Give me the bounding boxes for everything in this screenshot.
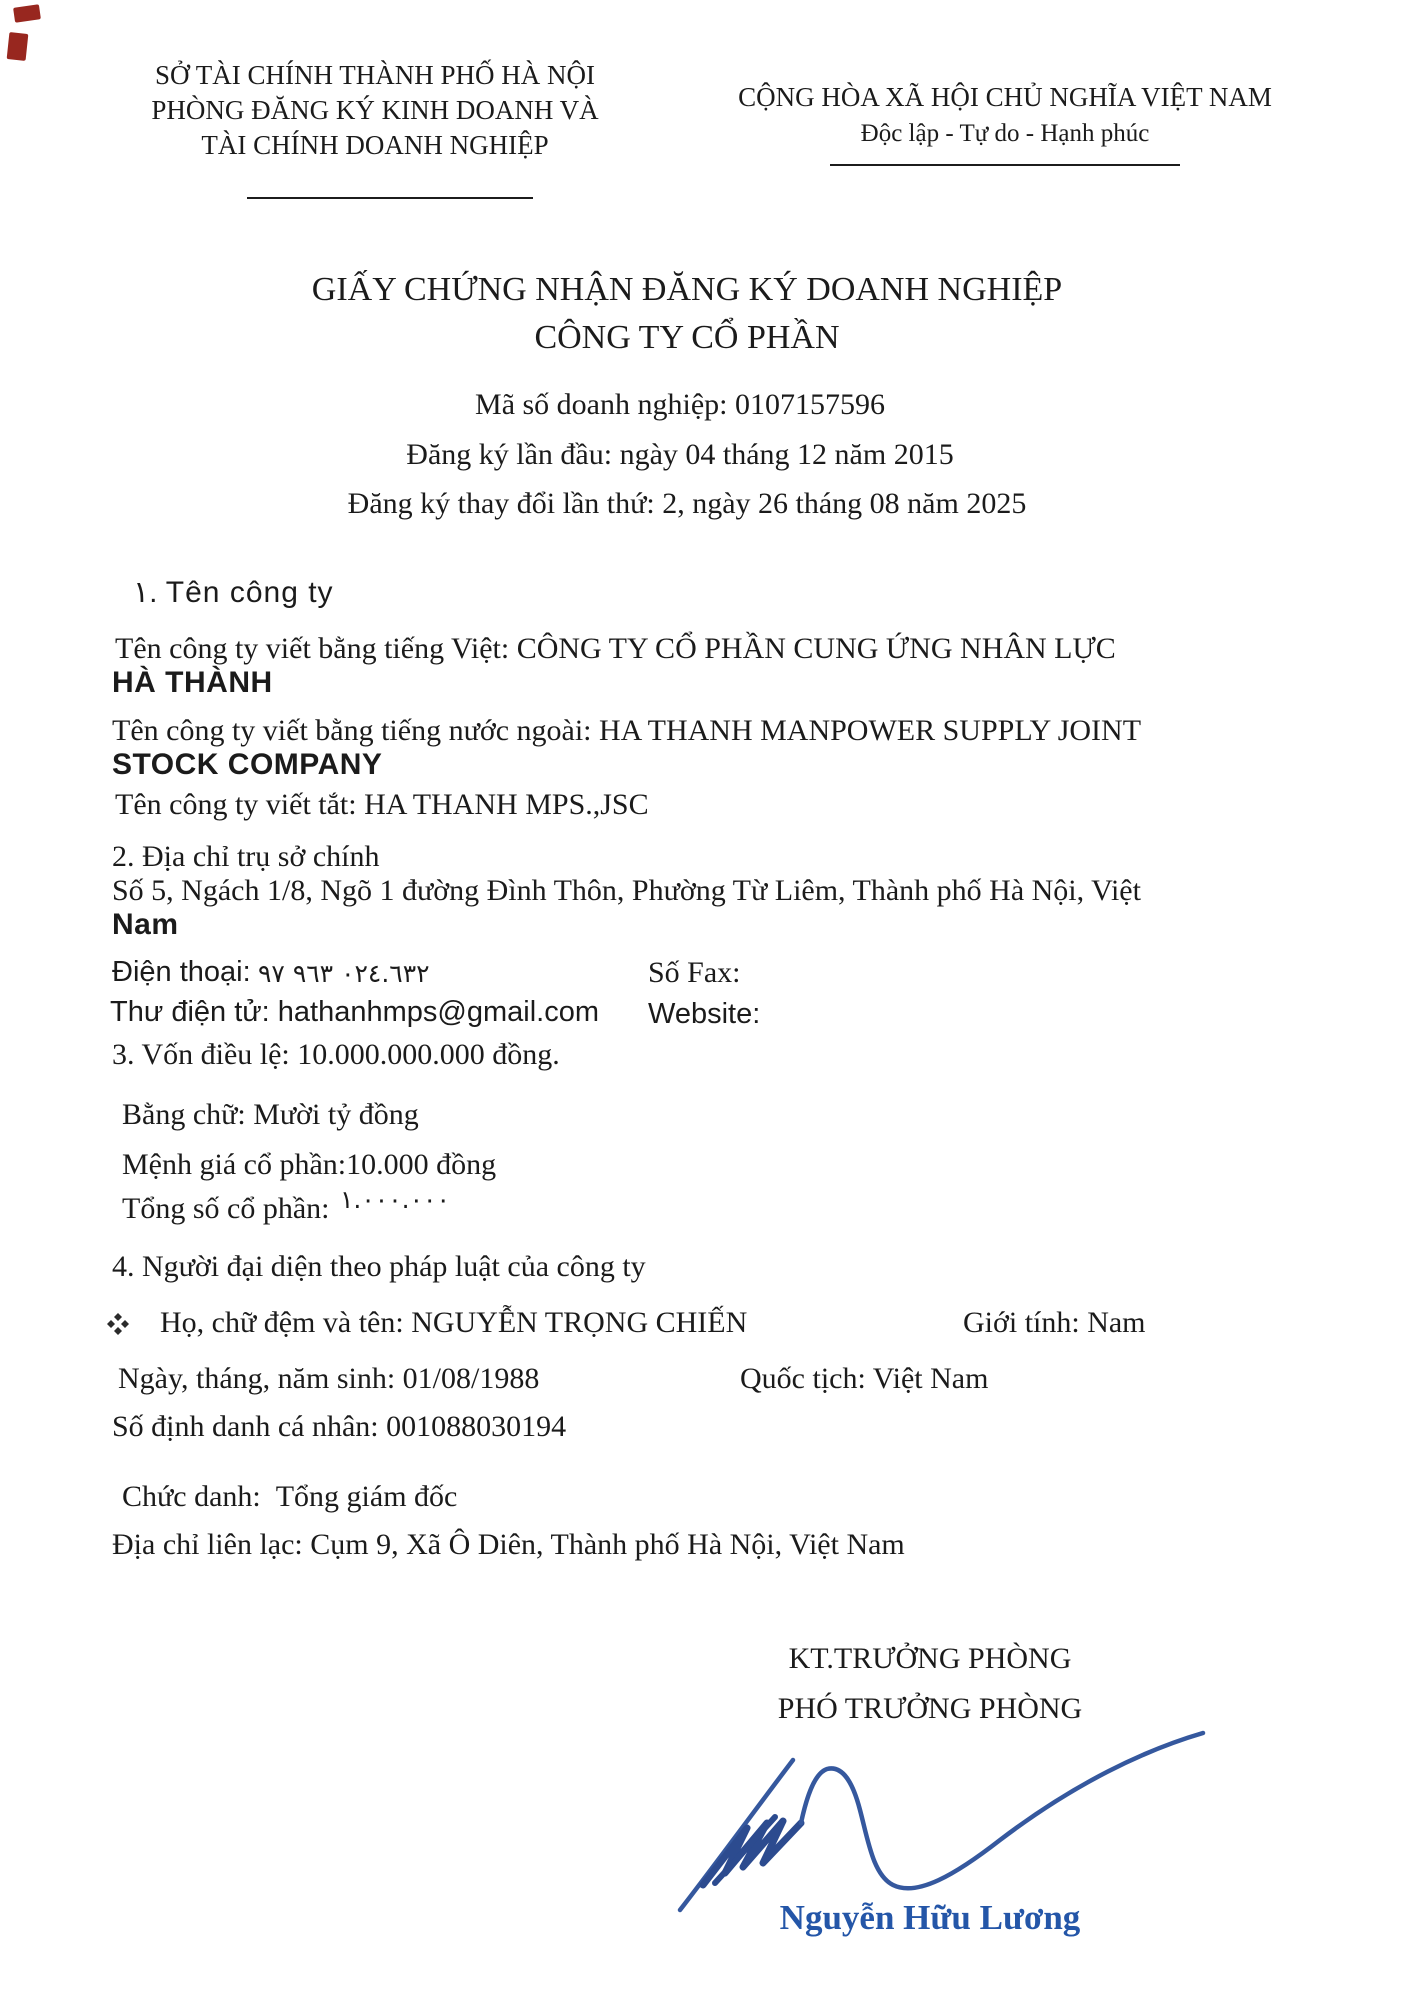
- fax-label: Số Fax:: [648, 956, 741, 989]
- company-name-vi-line2: HÀ THÀNH: [112, 666, 273, 699]
- issuer-line-2: PHÒNG ĐĂNG KÝ KINH DOANH VÀ: [151, 95, 599, 125]
- representative-position: Chức danh: Tổng giám đốc: [122, 1480, 458, 1513]
- total-shares-value: ١.٠٠٠.٠٠٠: [340, 1185, 450, 1214]
- national-motto: Độc lập - Tự do - Hạnh phúc: [860, 120, 1150, 147]
- certificate-title-line2: CÔNG TY CỔ PHẦN: [534, 319, 840, 356]
- issuer-block: [70, 58, 680, 163]
- signer-name: Nguyễn Hữu Lương: [779, 1898, 1081, 1937]
- capital-in-words: Bằng chữ: Mười tỷ đồng: [122, 1098, 419, 1131]
- certificate-title-line1: GIẤY CHỨNG NHẬN ĐĂNG KÝ DOANH NGHIỆP: [311, 271, 1063, 308]
- first-registration-date: Đăng ký lần đầu: ngày 04 tháng 12 năm 2015: [406, 438, 954, 471]
- company-name-en-line1: Tên công ty viết bằng tiếng nước ngoài: HA THANH MANPOWER SUPPLY JOINT: [112, 714, 1142, 747]
- section3-heading: 3. Vốn điều lệ: 10.000.000.000 đồng.: [112, 1038, 560, 1071]
- signature-title-line2: PHÓ TRƯỞNG PHÒNG: [777, 1692, 1083, 1725]
- national-title: CỘNG HÒA XÃ HỘI CHỦ NGHĨA VIỆT NAM: [738, 82, 1272, 112]
- representative-gender: Giới tính: Nam: [963, 1306, 1146, 1339]
- issuer-line-1: SỞ TÀI CHÍNH THÀNH PHỐ HÀ NỘI: [154, 60, 595, 90]
- company-name-vi-line1: Tên công ty viết bằng tiếng Việt: CÔNG TY CỔ PHẦN CUNG ỨNG NHÂN LỰC: [115, 632, 1116, 665]
- company-name-abbr: Tên công ty viết tắt: HA THANH MPS.,JSC: [115, 788, 649, 821]
- website-label: Website:: [648, 998, 761, 1030]
- total-shares-label: Tổng số cổ phần:: [122, 1192, 330, 1225]
- email-line: Thư điện tử: hathanhmps@gmail.com: [110, 996, 599, 1028]
- signature-title-line1: KT.TRƯỞNG PHÒNG: [788, 1642, 1072, 1675]
- red-scan-mark-1: [13, 4, 41, 22]
- issuer-line-3: TÀI CHÍNH DOANH NGHIỆP: [201, 130, 549, 160]
- amendment-registration-date: Đăng ký thay đổi lần thứ: 2, ngày 26 tháng 08 năm 2025: [347, 487, 1027, 520]
- four-diamond-icon: [106, 1312, 130, 1336]
- representative-fullname: Họ, chữ đệm và tên: NGUYỄN TRỌNG CHIẾN: [160, 1306, 748, 1339]
- representative-dob: Ngày, tháng, năm sinh: 01/08/1988: [118, 1362, 540, 1395]
- representative-nationality: Quốc tịch: Việt Nam: [740, 1362, 989, 1395]
- section4-heading: 4. Người đại diện theo pháp luật của công ty: [112, 1250, 646, 1283]
- issuer-underline: [247, 197, 533, 199]
- enterprise-code: Mã số doanh nghiệp: 0107157596: [475, 388, 885, 421]
- share-par-value: Mệnh giá cổ phần:10.000 đồng: [122, 1148, 497, 1181]
- address-line2: Nam: [112, 908, 179, 941]
- section1-heading: ١. Tên công ty: [133, 576, 334, 609]
- phone-value: ٠٢٤.٦٣٢ ٩٦٣ ٩٧: [258, 959, 430, 988]
- motto-underline: [830, 164, 1180, 166]
- address-line1: Số 5, Ngách 1/8, Ngõ 1 đường Đình Thôn, Phường Từ Liêm, Thành phố Hà Nội, Việt: [112, 874, 1141, 907]
- company-name-en-line2: STOCK COMPANY: [112, 748, 383, 781]
- phone-label: Điện thoại:: [112, 956, 251, 988]
- section2-heading: 2. Địa chỉ trụ sở chính: [112, 840, 380, 873]
- representative-contact-address: Địa chỉ liên lạc: Cụm 9, Xã Ô Diên, Thành phố Hà Nội, Việt Nam: [112, 1528, 905, 1561]
- red-scan-mark-2: [7, 32, 29, 61]
- representative-id-number: Số định danh cá nhân: 001088030194: [112, 1410, 567, 1443]
